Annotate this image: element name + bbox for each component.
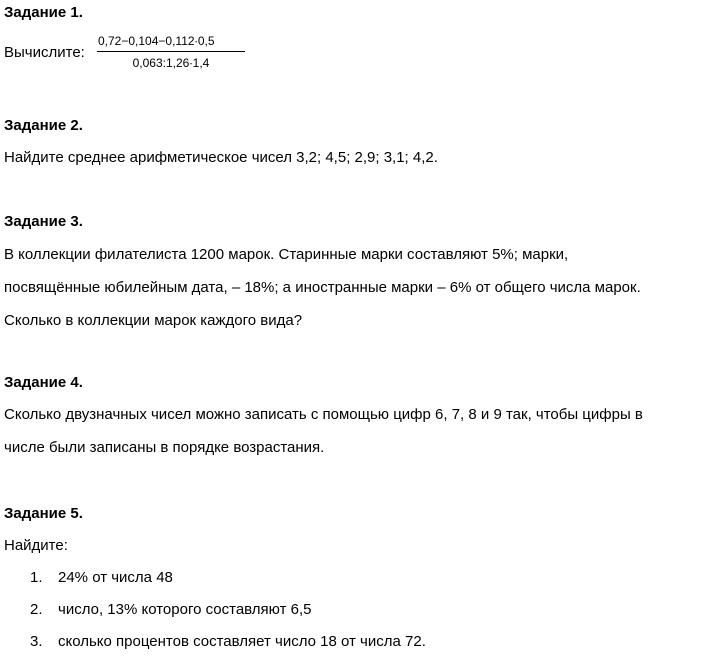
list-item-text: число, 13% которого составляют 6,5 bbox=[58, 601, 312, 618]
list-marker: 2. bbox=[30, 601, 43, 618]
list-item-text: 24% от числа 48 bbox=[58, 569, 173, 586]
list-item bbox=[30, 633, 426, 651]
task4-title: Задание 4. bbox=[4, 374, 83, 391]
list-item bbox=[30, 569, 173, 587]
task3-line: Сколько в коллекции марок каждого вида? bbox=[4, 312, 303, 329]
task3-line: посвящённые юбилейным дата, – 18%; а иностранные марки – 6% от общего числа марок. bbox=[4, 279, 641, 296]
task3-line: В коллекции филателиста 1200 марок. Старинные марки составляют 5%; марки, bbox=[4, 246, 569, 263]
task4-line: Сколько двузначных чисел можно записать с помощью цифр 6, 7, 8 и 9 так, чтобы цифры в bbox=[4, 406, 643, 423]
task1-title: Задание 1. bbox=[4, 4, 83, 21]
task4-line: числе были записаны в порядке возрастания. bbox=[4, 439, 325, 456]
list-item-text: сколько процентов составляет число 18 от числа 72. bbox=[58, 633, 426, 650]
task3-title: Задание 3. bbox=[4, 213, 83, 230]
task1-prompt: Вычислите: bbox=[4, 44, 85, 61]
task1-fraction bbox=[97, 34, 247, 70]
fraction-bar bbox=[97, 51, 245, 52]
fraction-numerator: 0,72−0,104−0,112∙0,5 bbox=[98, 34, 215, 48]
task5-title: Задание 5. bbox=[4, 505, 83, 522]
task2-text: Найдите среднее арифметическое чисел 3,2; 4,5; 2,9; 3,1; 4,2. bbox=[4, 149, 438, 166]
list-item bbox=[30, 601, 311, 619]
task2-title: Задание 2. bbox=[4, 117, 83, 134]
task5-prompt: Найдите: bbox=[4, 537, 68, 554]
list-marker: 3. bbox=[30, 633, 43, 650]
fraction-denominator: 0,063:1,26∙1,4 bbox=[132, 56, 210, 70]
list-marker: 1. bbox=[30, 569, 43, 586]
